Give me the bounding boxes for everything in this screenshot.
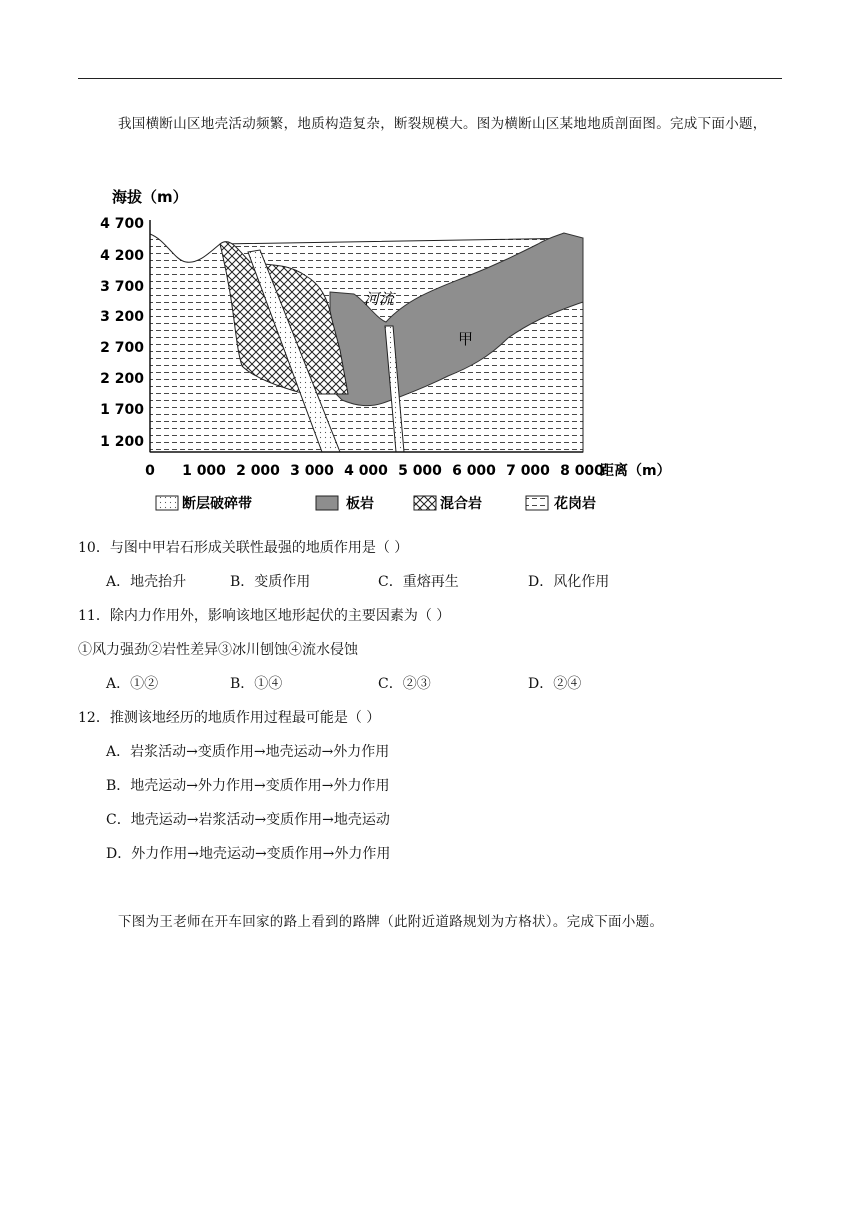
question-12-option-c[interactable]: C．地壳运动→岩浆活动→变质作用→地壳运动 <box>106 812 390 828</box>
geologic-section-figure <box>100 180 684 524</box>
y-tick: 3 200 <box>100 309 144 325</box>
x-tick: 2 000 <box>236 463 280 479</box>
x-tick: 5 000 <box>398 463 442 479</box>
x-tick: 1 000 <box>182 463 226 479</box>
question-10-option-b[interactable]: B．变质作用 <box>230 574 311 590</box>
x-tick: 0 <box>145 463 155 479</box>
y-tick: 2 200 <box>100 371 144 387</box>
section-svg <box>100 180 684 524</box>
question-10-option-c[interactable]: C．重熔再生 <box>378 574 459 590</box>
question-11-option-a[interactable]: A．①② <box>106 676 159 692</box>
question-12-option-a[interactable]: A．岩浆活动→变质作用→地壳运动→外力作用 <box>106 744 390 760</box>
legend-label-mixed: 混合岩 <box>440 496 482 512</box>
intro-paragraph: 我国横断山区地壳活动频繁，地质构造复杂，断裂规模大。图为横断山区某地地质剖面图。完成下面小题， <box>118 116 767 132</box>
next-section-intro: 下图为王老师在开车回家的路上看到的路牌（此附近道路规划为方格状）。完成下面小题。 <box>118 914 664 930</box>
legend-label-fault: 断层破碎带 <box>182 496 252 512</box>
y-axis-label: 海拔（m） <box>112 188 188 206</box>
question-11-statements: ①风力强劲②岩性差异③冰川刨蚀④流水侵蚀 <box>78 642 358 658</box>
y-tick: 4 700 <box>100 216 144 232</box>
question-10-option-a[interactable]: A．地壳抬升 <box>106 574 187 590</box>
rock-jia-label: 甲 <box>458 330 474 348</box>
question-10-option-d[interactable]: D．风化作用 <box>528 574 610 590</box>
legend <box>156 495 596 512</box>
legend-label-slate: 板岩 <box>346 496 374 512</box>
x-tick: 4 000 <box>344 463 388 479</box>
x-axis-label: 距离（m） <box>600 463 671 479</box>
x-tick: 8 000 <box>560 463 604 479</box>
legend-label-granite: 花岗岩 <box>554 496 596 512</box>
x-tick: 6 000 <box>452 463 496 479</box>
y-tick: 1 200 <box>100 434 144 450</box>
header-rule <box>78 78 782 79</box>
y-tick: 4 200 <box>100 248 144 264</box>
y-tick: 3 700 <box>100 279 144 295</box>
question-11-option-b[interactable]: B．①④ <box>230 676 283 692</box>
legend-swatch-mixed <box>414 496 436 510</box>
x-tick: 7 000 <box>506 463 550 479</box>
legend-swatch-granite <box>526 496 548 510</box>
question-11-option-c[interactable]: C．②③ <box>378 676 431 692</box>
legend-swatch-slate <box>316 496 338 510</box>
question-11-option-d[interactable]: D．②④ <box>528 676 582 692</box>
legend-swatch-fault <box>156 496 178 510</box>
question-12-option-d[interactable]: D．外力作用→地壳运动→变质作用→外力作用 <box>106 846 391 862</box>
question-10-stem: 10．与图中甲岩石形成关联性最强的地质作用是（ ） <box>78 540 409 556</box>
x-tick: 3 000 <box>290 463 334 479</box>
river-label: 河流 <box>364 290 395 308</box>
y-tick: 2 700 <box>100 340 144 356</box>
y-tick: 1 700 <box>100 402 144 418</box>
question-11-stem: 11．除内力作用外，影响该地区地形起伏的主要因素为（ ） <box>78 608 451 624</box>
question-12-option-b[interactable]: B．地壳运动→外力作用→变质作用→外力作用 <box>106 778 390 794</box>
question-12-stem: 12．推测该地经历的地质作用过程最可能是（ ） <box>78 710 381 726</box>
